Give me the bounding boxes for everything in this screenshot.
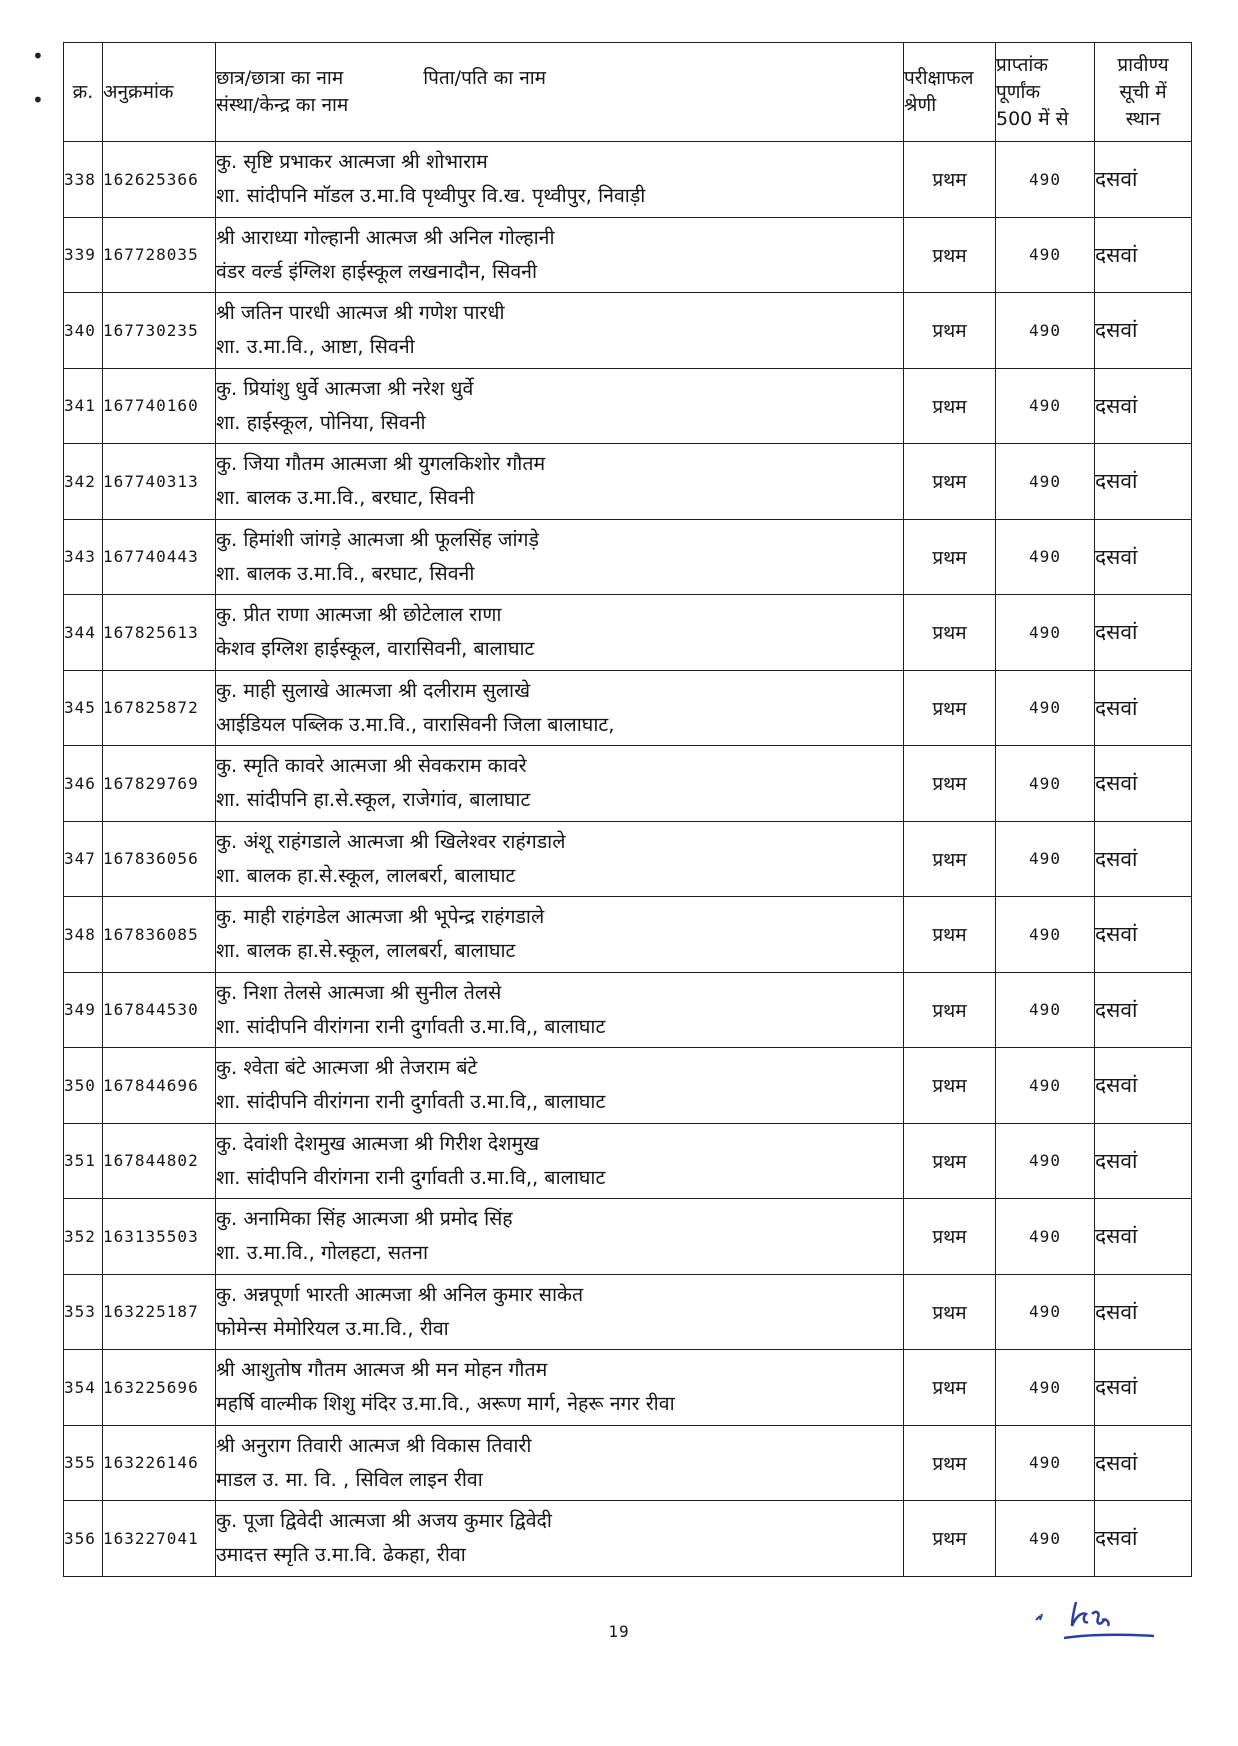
merit-rank-cell: दसवां xyxy=(1095,897,1192,973)
division-cell: प्रथम xyxy=(904,1350,996,1426)
table-row xyxy=(64,1199,1192,1275)
division-cell: प्रथम xyxy=(904,821,996,897)
student-parent-line: कु. अनामिका सिंह आत्मजा श्री प्रमोद सिंह xyxy=(216,1207,513,1231)
division-cell: प्रथम xyxy=(904,670,996,746)
merit-rank-cell: दसवां xyxy=(1095,444,1192,520)
division-cell: प्रथम xyxy=(904,746,996,822)
table-body xyxy=(64,142,1192,1577)
student-parent-line: कु. प्रीत राणा आत्मजा श्री छोटेलाल राणा xyxy=(216,603,502,627)
header-student-name: छात्र/छात्रा का नाम xyxy=(216,67,344,89)
division-cell: प्रथम xyxy=(904,972,996,1048)
school-line: महर्षि वाल्मीक शिशु मंदिर उ.मा.वि., अरूण मार्ग, नेहरू नगर रीवा xyxy=(216,1392,675,1416)
division-cell: प्रथम xyxy=(904,1501,996,1577)
school-line: वंडर वर्ल्ड इंग्लिश हाईस्कूल लखनादौन, सिवनी xyxy=(216,259,538,283)
student-parent-line: कु. प्रियांशु धुर्वे आत्मजा श्री नरेश धुर्वे xyxy=(216,376,474,400)
merit-rank-cell: दसवां xyxy=(1095,595,1192,671)
division-cell: प्रथम xyxy=(904,1199,996,1275)
table-row xyxy=(64,1350,1192,1426)
serial-cell: 340 xyxy=(64,293,103,369)
school-line: केशव इग्लिश हाईस्कूल, वारासिवनी, बालाघाट xyxy=(216,637,535,661)
student-parent-line: श्री आराध्या गोल्हानी आत्मज श्री अनिल गोल्हानी xyxy=(216,225,555,249)
name-cell xyxy=(216,1425,904,1501)
student-parent-line: कु. अन्नपूर्णा भारती आत्मजा श्री अनिल कुमार साकेत xyxy=(216,1282,584,1306)
school-line: शा. बालक उ.मा.वि., बरघाट, सिवनी xyxy=(216,486,475,510)
table-row xyxy=(64,821,1192,897)
serial-cell: 354 xyxy=(64,1350,103,1426)
merit-rank-cell: दसवां xyxy=(1095,972,1192,1048)
school-line: शा. उ.मा.वि., गोलहटा, सतना xyxy=(216,1241,429,1265)
header-division: परीक्षाफल श्रेणी xyxy=(904,43,996,142)
serial-cell: 347 xyxy=(64,821,103,897)
name-cell xyxy=(216,444,904,520)
marks-cell: 490 xyxy=(996,595,1095,671)
school-line: शा. सांदीपनि मॉडल उ.मा.वि पृथ्वीपुर वि.ख. पृथ्वीपुर, निवाड़ी xyxy=(216,184,646,208)
merit-rank-cell: दसवां xyxy=(1095,1425,1192,1501)
name-cell xyxy=(216,142,904,218)
table-row xyxy=(64,897,1192,973)
name-cell xyxy=(216,1199,904,1275)
roll-number-cell: 163225187 xyxy=(103,1274,216,1350)
name-cell xyxy=(216,670,904,746)
student-parent-line: कु. देवांशी देशमुख आत्मजा श्री गिरीश देशमुख xyxy=(216,1131,540,1155)
division-cell: प्रथम xyxy=(904,368,996,444)
merit-rank-cell: दसवां xyxy=(1095,1501,1192,1577)
serial-cell: 348 xyxy=(64,897,103,973)
header-merit-rank: प्रावीण्य सूची में स्थान xyxy=(1095,43,1192,142)
roll-number-cell: 163226146 xyxy=(103,1425,216,1501)
header-names xyxy=(216,43,904,142)
school-line: शा. सांदीपनि हा.से.स्कूल, राजेगांव, बालाघाट xyxy=(216,788,531,812)
merit-rank-cell: दसवां xyxy=(1095,1350,1192,1426)
serial-cell: 355 xyxy=(64,1425,103,1501)
division-cell: प्रथम xyxy=(904,897,996,973)
table-row xyxy=(64,142,1192,218)
merit-rank-cell: दसवां xyxy=(1095,142,1192,218)
table-row xyxy=(64,1123,1192,1199)
merit-rank-cell: दसवां xyxy=(1095,217,1192,293)
division-cell: प्रथम xyxy=(904,1274,996,1350)
serial-cell: 345 xyxy=(64,670,103,746)
student-parent-line: कु. श्वेता बंटे आत्मजा श्री तेजराम बंटे xyxy=(216,1056,478,1080)
division-cell: प्रथम xyxy=(904,293,996,369)
roll-number-cell: 167728035 xyxy=(103,217,216,293)
marks-cell: 490 xyxy=(996,1048,1095,1124)
table-row xyxy=(64,1501,1192,1577)
marks-cell: 490 xyxy=(996,746,1095,822)
marks-cell: 490 xyxy=(996,368,1095,444)
student-parent-line: कु. अंशू राहंगडाले आत्मजा श्री खिलेश्वर राहंगडाले xyxy=(216,829,566,853)
school-line: माडल उ. मा. वि. , सिविल लाइन रीवा xyxy=(216,1467,483,1491)
serial-cell: 346 xyxy=(64,746,103,822)
serial-cell: 338 xyxy=(64,142,103,218)
table-row xyxy=(64,670,1192,746)
merit-rank-cell: दसवां xyxy=(1095,746,1192,822)
header-marks: प्राप्तांक पूर्णांक 500 में से xyxy=(996,43,1095,142)
serial-cell: 352 xyxy=(64,1199,103,1275)
school-line: आईडियल पब्लिक उ.मा.वि., वारासिवनी जिला बालाघाट, xyxy=(216,712,615,736)
student-parent-line: कु. स्मृति कावरे आत्मजा श्री सेवकराम कावरे xyxy=(216,754,527,778)
merit-rank-cell: दसवां xyxy=(1095,1199,1192,1275)
roll-number-cell: 167740313 xyxy=(103,444,216,520)
merit-rank-cell: दसवां xyxy=(1095,368,1192,444)
marks-cell: 490 xyxy=(996,142,1095,218)
roll-number-cell: 162625366 xyxy=(103,142,216,218)
merit-rank-cell: दसवां xyxy=(1095,670,1192,746)
roll-number-cell: 163225696 xyxy=(103,1350,216,1426)
school-line: शा. सांदीपनि वीरांगना रानी दुर्गावती उ.मा.वि,, बालाघाट xyxy=(216,1165,606,1189)
student-parent-line: कु. हिमांशी जांगड़े आत्मजा श्री फूलसिंह जांगड़े xyxy=(216,527,539,551)
table-row xyxy=(64,444,1192,520)
name-cell xyxy=(216,595,904,671)
table-row xyxy=(64,368,1192,444)
marks-cell: 490 xyxy=(996,1425,1095,1501)
serial-cell: 353 xyxy=(64,1274,103,1350)
serial-cell: 341 xyxy=(64,368,103,444)
division-cell: प्रथम xyxy=(904,217,996,293)
roll-number-cell: 167836085 xyxy=(103,897,216,973)
marks-cell: 490 xyxy=(996,1123,1095,1199)
merit-list-table xyxy=(63,42,1192,1577)
table-header-row xyxy=(64,43,1192,142)
roll-number-cell: 167829769 xyxy=(103,746,216,822)
marks-cell: 490 xyxy=(996,293,1095,369)
name-cell xyxy=(216,1123,904,1199)
student-parent-line: श्री जतिन पारधी आत्मज श्री गणेश पारधी xyxy=(216,301,505,325)
marks-cell: 490 xyxy=(996,1350,1095,1426)
roll-number-cell: 167730235 xyxy=(103,293,216,369)
school-line: शा. बालक उ.मा.वि., बरघाट, सिवनी xyxy=(216,561,475,585)
school-line: शा. बालक हा.से.स्कूल, लालबर्रा, बालाघाट xyxy=(216,863,516,887)
roll-number-cell: 167740160 xyxy=(103,368,216,444)
roll-number-cell: 167844530 xyxy=(103,972,216,1048)
marks-cell: 490 xyxy=(996,670,1095,746)
table-row xyxy=(64,1048,1192,1124)
name-cell xyxy=(216,217,904,293)
merit-rank-cell: दसवां xyxy=(1095,519,1192,595)
student-parent-line: कु. जिया गौतम आत्मजा श्री युगलकिशोर गौतम xyxy=(216,452,546,476)
student-parent-line: कु. सृष्टि प्रभाकर आत्मजा श्री शोभाराम xyxy=(216,150,488,174)
student-parent-line: कु. निशा तेलसे आत्मजा श्री सुनील तेलसे xyxy=(216,980,502,1004)
school-line: शा. सांदीपनि वीरांगना रानी दुर्गावती उ.मा.वि,, बालाघाट xyxy=(216,1014,606,1038)
division-cell: प्रथम xyxy=(904,444,996,520)
page-number: 19 xyxy=(608,1622,630,1641)
table-row xyxy=(64,746,1192,822)
merit-rank-cell: दसवां xyxy=(1095,1274,1192,1350)
student-parent-line: कु. माही सुलाखे आत्मजा श्री दलीराम सुलाखे xyxy=(216,678,531,702)
student-parent-line: श्री आशुतोष गौतम आत्मज श्री मन मोहन गौतम xyxy=(216,1358,548,1382)
roll-number-cell: 167740443 xyxy=(103,519,216,595)
table-row xyxy=(64,595,1192,671)
header-school-name: संस्था/केन्द्र का नाम xyxy=(216,94,349,116)
merit-rank-cell: दसवां xyxy=(1095,1123,1192,1199)
student-parent-line: श्री अनुराग तिवारी आत्मज श्री विकास तिवारी xyxy=(216,1433,532,1457)
division-cell: प्रथम xyxy=(904,142,996,218)
marks-cell: 490 xyxy=(996,821,1095,897)
name-cell xyxy=(216,821,904,897)
merit-rank-cell: दसवां xyxy=(1095,821,1192,897)
roll-number-cell: 167844802 xyxy=(103,1123,216,1199)
header-parent-name: पिता/पति का नाम xyxy=(423,67,547,89)
marks-cell: 490 xyxy=(996,972,1095,1048)
marks-cell: 490 xyxy=(996,217,1095,293)
roll-number-cell: 167844696 xyxy=(103,1048,216,1124)
roll-number-cell: 167825872 xyxy=(103,670,216,746)
student-parent-line: कु. पूजा द्विवेदी आत्मजा श्री अजय कुमार द्विवेदी xyxy=(216,1509,552,1533)
marks-cell: 490 xyxy=(996,1199,1095,1275)
name-cell xyxy=(216,1048,904,1124)
table-row xyxy=(64,217,1192,293)
name-cell xyxy=(216,1501,904,1577)
name-cell xyxy=(216,293,904,369)
table-row xyxy=(64,519,1192,595)
school-line: शा. बालक हा.से.स्कूल, लालबर्रा, बालाघाट xyxy=(216,939,516,963)
division-cell: प्रथम xyxy=(904,1048,996,1124)
marks-cell: 490 xyxy=(996,1274,1095,1350)
table-row xyxy=(64,1425,1192,1501)
name-cell xyxy=(216,368,904,444)
division-cell: प्रथम xyxy=(904,519,996,595)
roll-number-cell: 167836056 xyxy=(103,821,216,897)
serial-cell: 351 xyxy=(64,1123,103,1199)
marks-cell: 490 xyxy=(996,1501,1095,1577)
table-row xyxy=(64,293,1192,369)
school-line: शा. उ.मा.वि., आष्टा, सिवनी xyxy=(216,335,415,359)
serial-cell: 342 xyxy=(64,444,103,520)
school-line: शा. हाईस्कूल, पोनिया, सिवनी xyxy=(216,410,426,434)
marks-cell: 490 xyxy=(996,444,1095,520)
school-line: फोमेन्स मेमोरियल उ.मा.वि., रीवा xyxy=(216,1316,449,1340)
division-cell: प्रथम xyxy=(904,1123,996,1199)
margin-dots: • • xyxy=(32,44,44,112)
table-row xyxy=(64,972,1192,1048)
serial-cell: 356 xyxy=(64,1501,103,1577)
name-cell xyxy=(216,519,904,595)
division-cell: प्रथम xyxy=(904,1425,996,1501)
merit-rank-cell: दसवां xyxy=(1095,293,1192,369)
marks-cell: 490 xyxy=(996,519,1095,595)
table-row xyxy=(64,1274,1192,1350)
roll-number-cell: 163227041 xyxy=(103,1501,216,1577)
serial-cell: 339 xyxy=(64,217,103,293)
roll-number-cell: 167825613 xyxy=(103,595,216,671)
name-cell xyxy=(216,746,904,822)
serial-cell: 343 xyxy=(64,519,103,595)
student-parent-line: कु. माही राहंगडेल आत्मजा श्री भूपेन्द्र राहंगडाले xyxy=(216,905,545,929)
serial-cell: 344 xyxy=(64,595,103,671)
school-line: उमादत्त स्मृति उ.मा.वि. ढेकहा, रीवा xyxy=(216,1543,466,1567)
signature-mark xyxy=(1030,1590,1160,1646)
header-roll-number: अनुक्रमांक xyxy=(103,43,216,142)
name-cell xyxy=(216,972,904,1048)
merit-rank-cell: दसवां xyxy=(1095,1048,1192,1124)
school-line: शा. सांदीपनि वीरांगना रानी दुर्गावती उ.मा.वि,, बालाघाट xyxy=(216,1090,606,1114)
division-cell: प्रथम xyxy=(904,595,996,671)
name-cell xyxy=(216,897,904,973)
roll-number-cell: 163135503 xyxy=(103,1199,216,1275)
name-cell xyxy=(216,1274,904,1350)
header-serial: क्र. xyxy=(64,43,103,142)
serial-cell: 350 xyxy=(64,1048,103,1124)
marks-cell: 490 xyxy=(996,897,1095,973)
name-cell xyxy=(216,1350,904,1426)
serial-cell: 349 xyxy=(64,972,103,1048)
